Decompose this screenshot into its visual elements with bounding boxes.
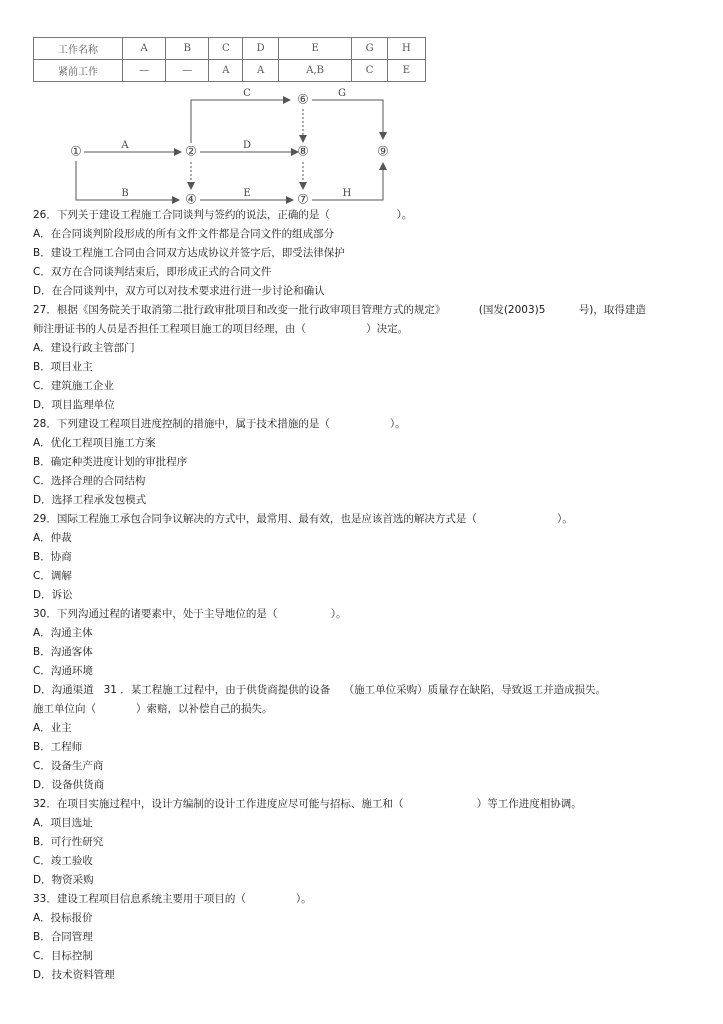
node-8: ⑧ [297, 144, 309, 160]
text-line: 27．根据《国务院关于取消第二批行政审批项目和改变一批行政审项目管理方式的规定》 (国发(2003)5 号)，取得建造 [33, 304, 646, 316]
text-line: 施工单位向（ ）索赔，以补偿自己的损失。 [33, 703, 273, 715]
text-line: B．沟通客体 [33, 646, 93, 658]
text-line: D．诉讼 [33, 589, 73, 601]
table-cell: C [352, 60, 387, 82]
table-cell: — [123, 60, 166, 82]
arrow-G [312, 100, 383, 139]
label-D: D [242, 140, 252, 151]
text-line: D．在合同谈判中，双方可以对技术要求进行进一步讨论和确认 [33, 285, 325, 297]
label-A: A [121, 140, 129, 151]
work-sequence-table [33, 37, 426, 82]
text-line: D．物资采购 [33, 874, 94, 886]
node-9: ⑨ [377, 144, 389, 160]
text-line: C．沟通环境 [33, 665, 93, 677]
text-line: A．沟通主体 [33, 627, 93, 639]
table-cell: C [209, 38, 243, 60]
text-line: A．仲裁 [33, 532, 72, 544]
table-row [34, 60, 426, 82]
arrow-C [191, 100, 290, 143]
network-diagram [60, 85, 400, 210]
text-line: B．协商 [33, 551, 72, 563]
text-line: C．双方在合同谈判结束后，即形成正式的合同文件 [33, 266, 272, 278]
node-4: ④ [185, 192, 197, 208]
text-line: C．设备生产商 [33, 760, 104, 772]
text-line: 28．下列建设工程项目进度控制的措施中，属于技术措施的是（ ）。 [33, 418, 406, 430]
text-line: A．项目选址 [33, 817, 93, 829]
text-line: C．选择合理的合同结构 [33, 475, 146, 487]
text-line: 32．在项目实施过程中，设计方编制的设计工作进度应尽可能与招标、施工和（ ）等工作进度相协调。 [33, 798, 582, 810]
text-line: A．优化工程项目施工方案 [33, 437, 156, 449]
text-line: A．建设行政主管部门 [33, 342, 135, 354]
text-line: D．技术资料管理 [33, 969, 115, 981]
table-cell: E [387, 60, 425, 82]
table-cell: — [166, 60, 209, 82]
text-line: C．目标控制 [33, 950, 93, 962]
node-1: ① [70, 144, 82, 160]
text-line: B．确定种类进度计划的审批程序 [33, 456, 188, 468]
node-7: ⑦ [297, 192, 309, 208]
text-line: D．沟通渠道 31 ．某工程施工过程中，由于供货商提供的设备 （施工单位采购）质量存在缺陷，导致返工并造成损失。 [33, 684, 607, 696]
text-line: B．建设工程施工合同由合同双方达成协议并签字后，即受法律保护 [33, 247, 345, 259]
table-cell: B [166, 38, 209, 60]
label-H: H [342, 188, 352, 199]
text-line: C．调解 [33, 570, 72, 582]
text-line: 29．国际工程施工承包合同争议解决的方式中，最常用、最有效，也是应该首选的解决方式是（ ）。 [33, 513, 573, 525]
node-2: ② [185, 144, 197, 160]
text-line: B．可行性研究 [33, 836, 104, 848]
text-line: A．在合同谈判阶段形成的所有文件文件都是合同文件的组成部分 [33, 228, 335, 240]
label-E: E [243, 188, 251, 199]
label-G: G [338, 88, 346, 99]
table-cell: A [123, 38, 166, 60]
table-cell: A [209, 60, 243, 82]
table-row [34, 38, 426, 60]
text-line: B．项目业主 [33, 361, 93, 373]
text-line: C．建筑施工企业 [33, 380, 114, 392]
table-cell: H [387, 38, 425, 60]
text-line: 30．下列沟通过程的诸要素中，处于主导地位的是（ ）。 [33, 608, 347, 620]
text-line: C．竣工验收 [33, 855, 93, 867]
text-line: D．选择工程承发包模式 [33, 494, 147, 506]
label-B: B [121, 188, 129, 199]
text-line: A．业主 [33, 722, 72, 734]
text-line: B．工程师 [33, 741, 83, 753]
table-cell: 工作名称 [34, 38, 123, 60]
node-6: ⑥ [297, 92, 309, 108]
text-line: 师注册证书的人员是否担任工程项目施工的项目经理，由（ ）决定。 [33, 323, 409, 335]
table-cell: A,B [278, 60, 352, 82]
text-line: A．投标报价 [33, 912, 93, 924]
text-line: 33．建设工程项目信息系统主要用于项目的（ ）。 [33, 893, 312, 905]
label-C: C [243, 88, 251, 99]
text-line: D．设备供货商 [33, 779, 105, 791]
table-cell: A [243, 60, 278, 82]
table-cell: G [352, 38, 387, 60]
table-cell: E [278, 38, 352, 60]
table-cell: D [243, 38, 278, 60]
text-line: D．项目监理单位 [33, 399, 115, 411]
text-line: B．合同管理 [33, 931, 93, 943]
text-line: 26．下列关于建设工程施工合同谈判与签约的说法，正确的是（ ）。 [33, 209, 413, 221]
table-cell: 紧前工作 [34, 60, 123, 82]
